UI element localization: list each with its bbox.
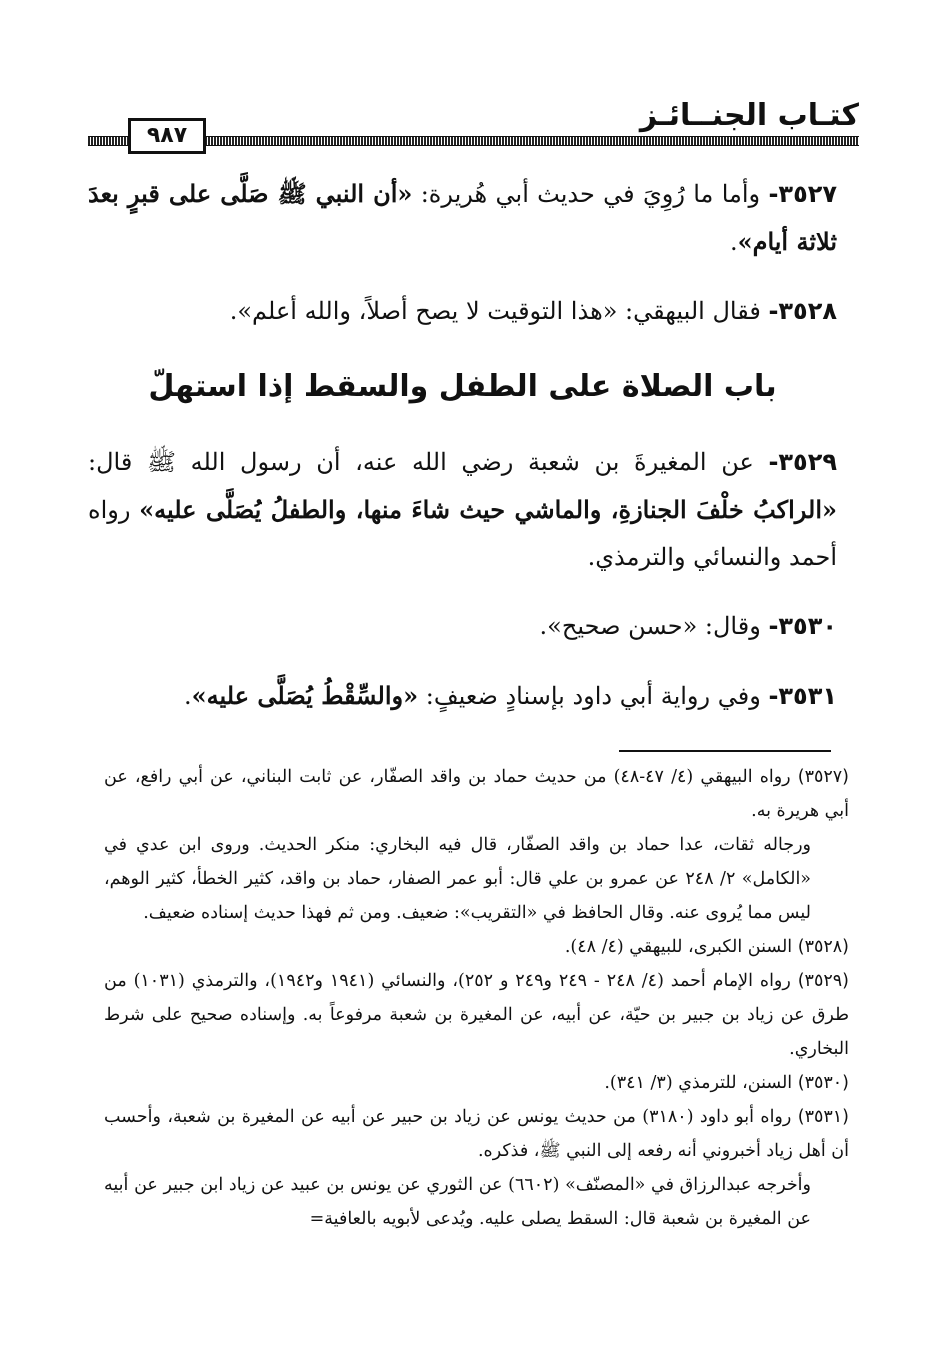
hadith-3529	[88, 439, 837, 581]
hadith-tail: .	[229, 297, 238, 325]
hadith-number: ٣٥٢٩-	[768, 448, 837, 476]
hadith-tail: .	[729, 228, 738, 256]
hadith-tail: .	[184, 682, 192, 710]
footnote-3529	[104, 964, 849, 1066]
hadith-number: ٣٥٣٠-	[768, 612, 837, 640]
footnote-text: السنن الكبرى، للبيهقي (٤/ ٤٨).	[564, 937, 798, 957]
hadith-3530	[88, 603, 837, 650]
footnote-number: (٣٥٣٠)	[797, 1073, 849, 1093]
footnote-number: (٣٥٢٧)	[797, 767, 849, 787]
footnote-number: (٣٥٣١)	[797, 1107, 849, 1127]
hadith-3528	[88, 288, 837, 335]
chapter-heading: باب الصلاة على الطفل والسقط إذا استهلّ	[148, 369, 777, 404]
footnote-3527	[104, 760, 849, 828]
book-title: كتـاب الجنــائـز	[639, 98, 859, 133]
footnote-text: السنن، للترمذي (٣/ ٣٤١).	[604, 1073, 798, 1093]
hadith-tail: رواه أحمد والنسائي والترمذي.	[88, 496, 837, 571]
footnote-number: (٣٥٢٩)	[797, 971, 849, 991]
footnotes	[104, 760, 849, 1236]
hadith-quote: «هذا التوقيت لا يصح أصلاً، والله أعلم»	[237, 297, 618, 325]
main-text	[88, 170, 837, 742]
footnote-text: رواه الإمام أحمد (٤/ ٢٤٨ - ٢٤٩ و٢٤٩ و ٢٥٢)، والنسائي (١٩٤١ و١٩٤٢)، والترمذي (١٠٣١) من طرق عن زياد بن جبير بن حيّة، عن أبيه، عن المغيرة بن شعبة مرفوعاً به. وإسناده صحيح على شرط البخاري.	[104, 971, 849, 1059]
footnote-3528	[104, 930, 849, 964]
hadith-tail: .	[539, 612, 548, 640]
hadith-lead: وفي رواية أبي داود بإسنادٍ ضعيفٍ:	[418, 682, 769, 710]
hadith-3527	[88, 170, 837, 266]
hadith-number: ٣٥٢٧-	[768, 180, 838, 208]
page-header	[88, 96, 859, 152]
hadith-number: ٣٥٣١-	[768, 682, 837, 710]
hadith-lead: وقال:	[697, 612, 769, 640]
footnote-3531-continuation: وأخرجه عبدالرزاق في «المصنّف» (٦٦٠٢) عن الثوري عن يونس بن عبيد عن زياد ابن جبير عن أبيه عن المغيرة بن شعبة قال: السقط يصلى عليه. ويُدعى لأبويه بالعافية=	[104, 1175, 811, 1229]
hadith-lead: عن المغيرةَ بن شعبة رضي الله عنه، أن رسول الله ﷺ قال:	[88, 448, 769, 476]
hadith-lead: فقال البيهقي:	[617, 297, 769, 325]
hadith-quote: «الراكبُ خلْفَ الجنازةِ، والماشي حيث شاءَ منها، والطفلُ يُصَلَّى عليه»	[139, 495, 837, 524]
footnote-3530	[104, 1066, 849, 1100]
footnote-text: رواه أبو داود (٣١٨٠) من حديث يونس عن زياد بن حبير عن أبيه عن المغيرة بن شعبة، وأحسب أن أهل زياد أخبروني أنه رفعه إلى النبي ﷺ، فذكره.	[104, 1107, 849, 1161]
hadith-lead: وأما ما رُوِيَ في حديث أبي هُريرة:	[412, 180, 769, 208]
footnote-3531	[104, 1100, 849, 1168]
footnote-separator	[619, 750, 831, 752]
page-number: ٩٨٧	[128, 118, 206, 154]
footnote-3527-commentary: ورجاله ثقات، عدا حماد بن واقد الصفّار، قال فيه البخاري: منكر الحديث. وروى ابن عدي في «الكامل» ٢/ ٢٤٨ عن عمرو بن علي قال: أبو عمر الصفار، حماد بن واقد، كثير الخطأ، كثير الوهم، ليس مما يُروى عنه. وقال الحافظ في «التقريب»: ضعيف. ومن ثم فهذا حديث إسناده ضعيف.	[104, 835, 812, 923]
hadith-quote: «والسِّقْطُ يُصَلَّى عليه»	[191, 681, 419, 710]
hadith-number: ٣٥٢٨-	[768, 297, 837, 325]
hadith-quote: «حسن صحيح»	[547, 612, 698, 640]
footnote-text: رواه البيهقي (٤/ ٤٧-٤٨) من حديث حماد بن واقد الصفّار، عن ثابت البناني، عن أبي رافع، عن أبي هريرة به.	[104, 767, 849, 821]
hadith-3531	[88, 672, 837, 720]
hadith-quote: «أن النبي ﷺ صَلَّى على قبرٍ بعدَ ثلاثة أيام»	[88, 179, 837, 256]
footnote-number: (٣٥٢٨)	[797, 937, 849, 957]
